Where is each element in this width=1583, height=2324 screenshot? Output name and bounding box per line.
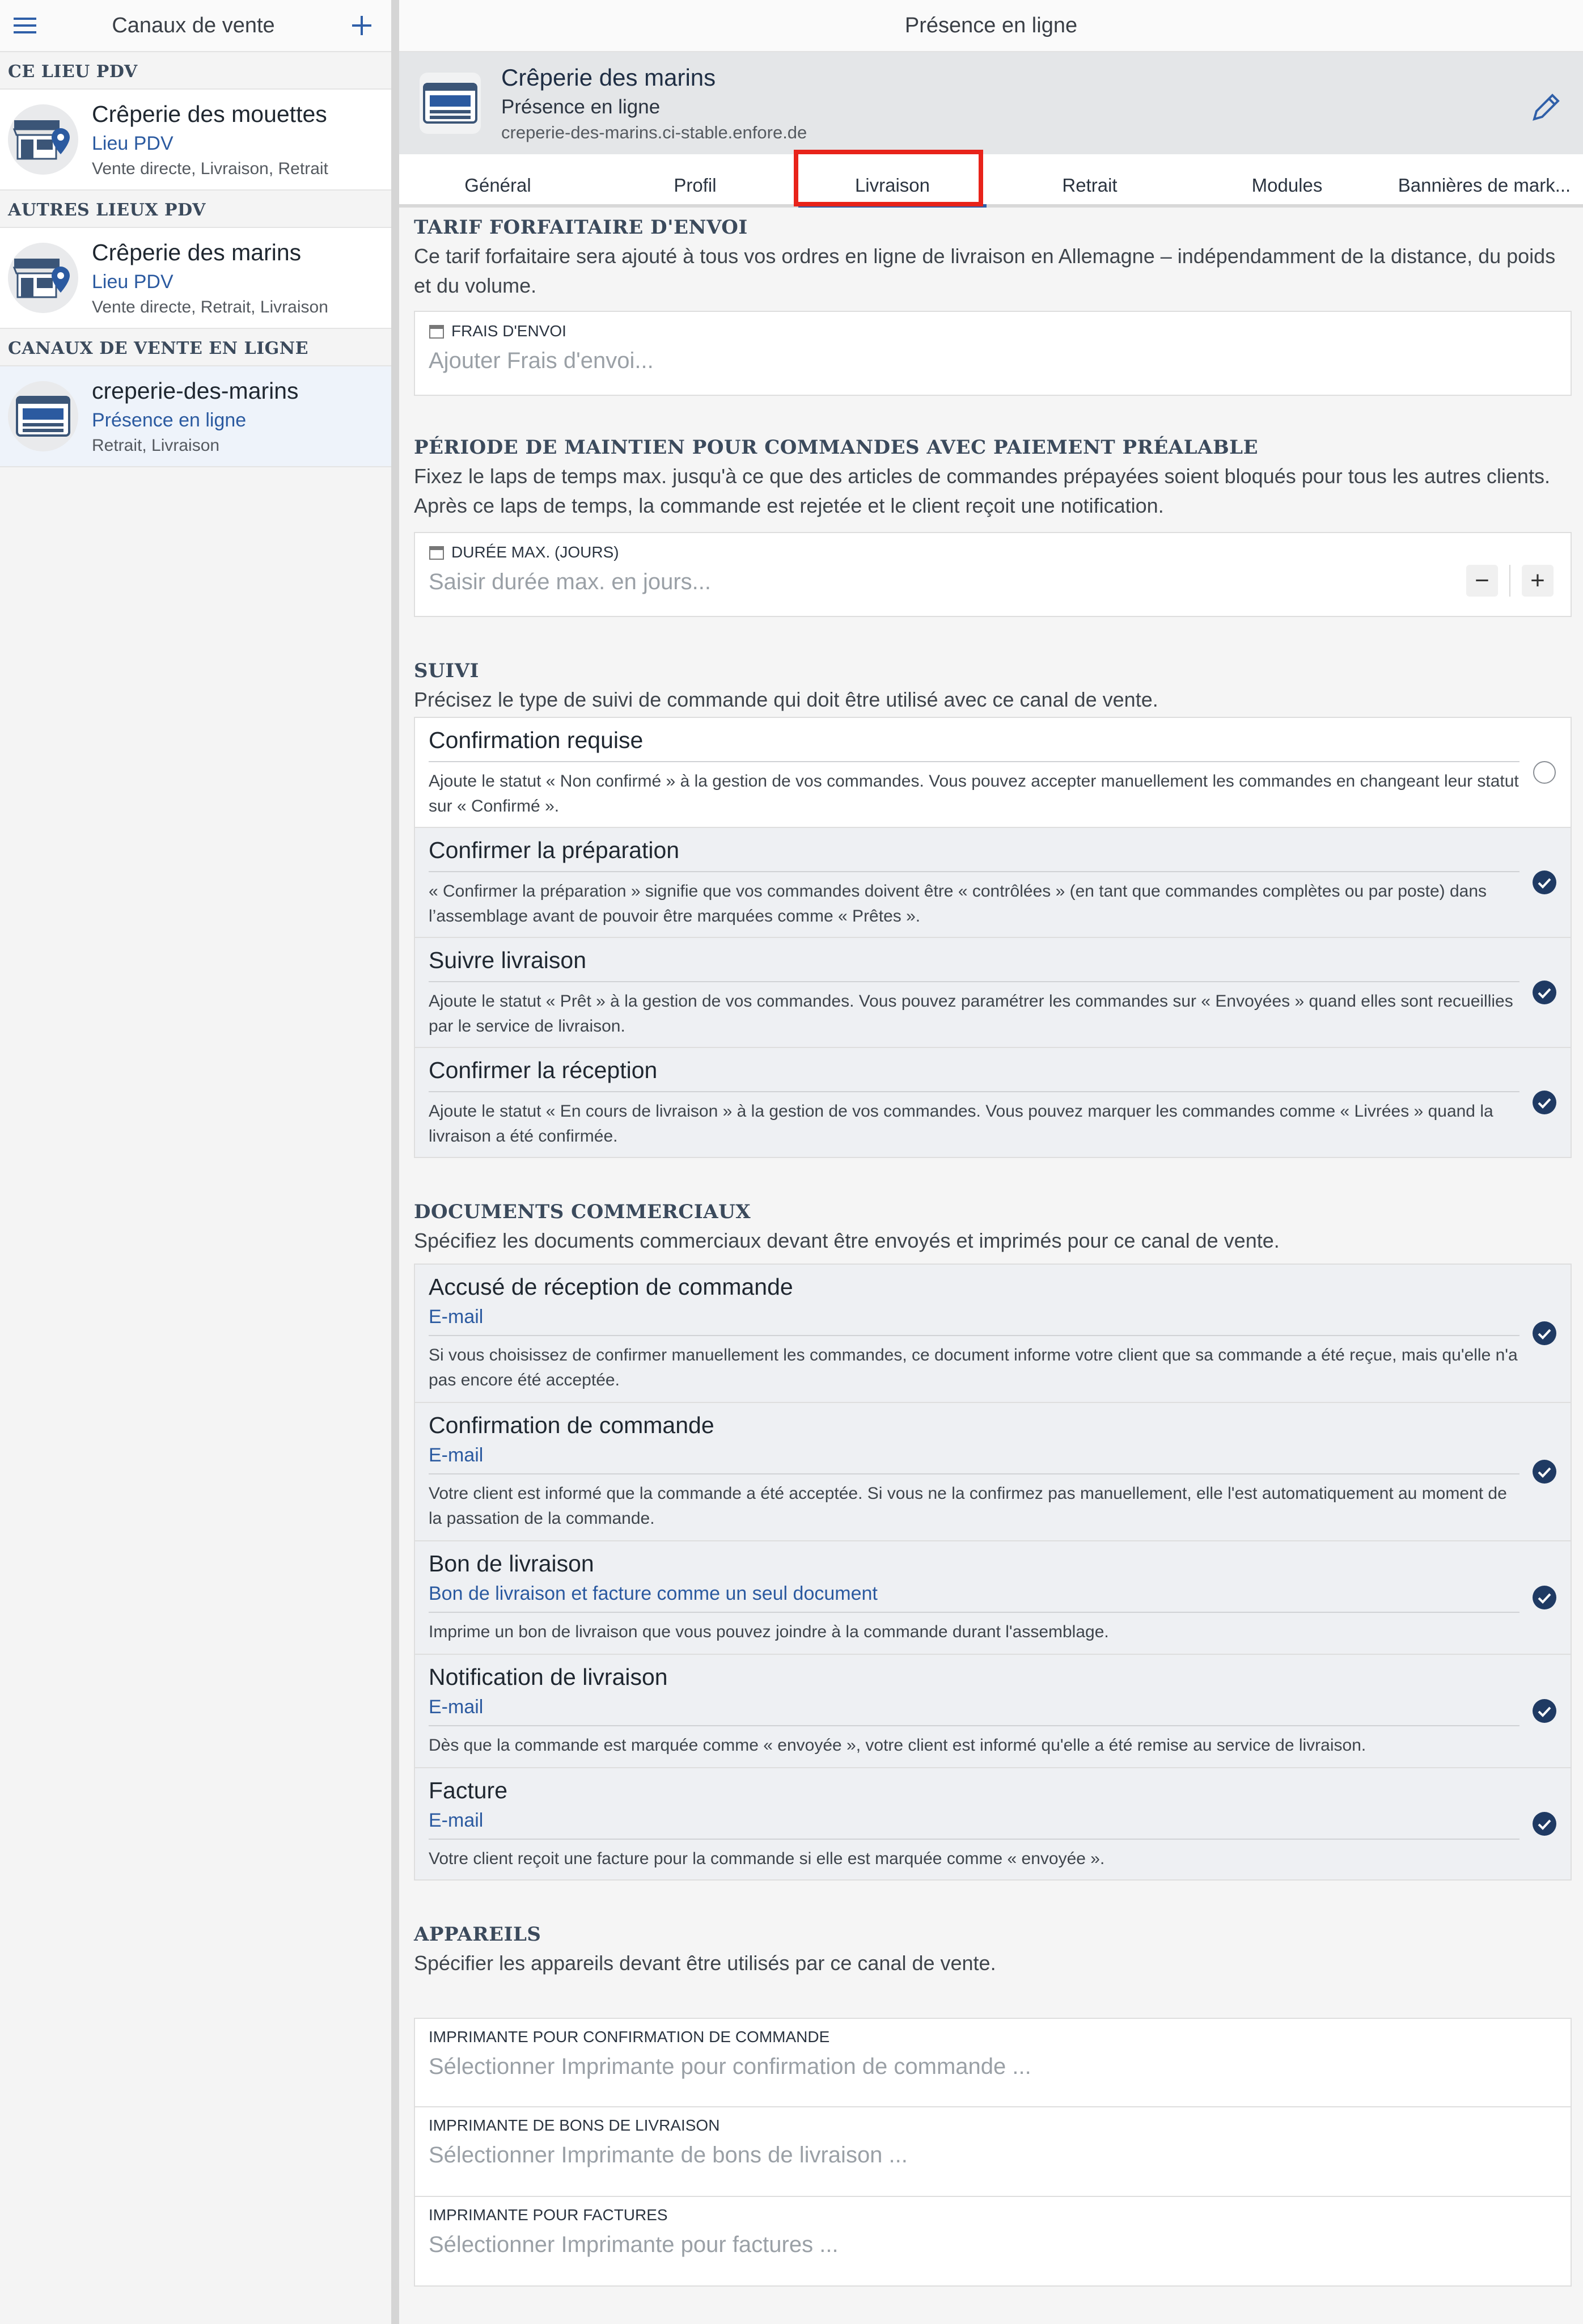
checkmark-icon[interactable]: [1532, 870, 1557, 895]
tab-marketing-banners[interactable]: Bannières de mark...: [1398, 175, 1571, 196]
option-title: Confirmer la réception: [429, 1057, 658, 1083]
add-icon[interactable]: [348, 12, 375, 39]
hold-section-title: PÉRIODE DE MAINTIEN POUR COMMANDES AVEC PAIEMENT PRÉALABLE: [414, 436, 1259, 459]
sidebar-item-creperie-des-marins[interactable]: [0, 227, 391, 329]
option-desc: Ajoute le statut « Non confirmé » à la gestion de vos commandes. Vous pouvez accepter manuellement les commandes en changeant leur statut sur « Confirmé ».: [429, 772, 1519, 815]
tab-delivery[interactable]: Livraison: [794, 154, 991, 204]
option-desc: Dès que la commande est marquée comme « envoyée », votre client est informé qu'elle a été remise au service de livraison.: [429, 1736, 1366, 1755]
decrement-button[interactable]: −: [1466, 565, 1498, 597]
option-sub: E-mail: [429, 1444, 484, 1466]
option-title: Confirmation requise: [429, 727, 644, 753]
shipping-fee-field[interactable]: [414, 311, 1572, 396]
tracking-option-confirm-reception[interactable]: [415, 1048, 1571, 1157]
option-desc: « Confirmer la préparation » signifie que vos commandes doivent être « contrôlées » (en tant que commandes complètes ou par poste) dans l’assemblage avant de pouvoir être marquées comme « Prêtes ».: [429, 882, 1487, 926]
sidebar-item-type: Lieu PDV: [92, 133, 173, 154]
option-sub: Bon de livraison et facture comme un seul document: [429, 1583, 878, 1604]
sidebar-item-name: creperie-des-marins: [92, 378, 299, 404]
field-label: DURÉE MAX. (JOURS): [451, 543, 619, 561]
sidebar-item-channels: Vente directe, Livraison, Retrait: [92, 159, 328, 178]
radio-unchecked-icon[interactable]: [1532, 760, 1557, 785]
calendar-icon: [429, 544, 445, 560]
option-title: Accusé de réception de commande: [429, 1274, 793, 1300]
section-other-pos: AUTRES LIEUX PDV: [0, 191, 391, 227]
option-title: Confirmation de commande: [429, 1412, 714, 1438]
channel-header: [399, 52, 1583, 154]
checkmark-icon[interactable]: [1532, 1321, 1557, 1346]
sidebar-header: [0, 0, 391, 52]
invoice-printer-select[interactable]: Sélectionner Imprimante pour factures ...: [429, 2232, 839, 2257]
tracking-option-confirmation-required[interactable]: [415, 718, 1571, 828]
sidebar-item-name: Crêperie des mouettes: [92, 101, 327, 127]
tracking-option-track-delivery[interactable]: [415, 938, 1571, 1048]
field-label: IMPRIMANTE POUR FACTURES: [429, 2206, 668, 2224]
max-duration-field[interactable]: [414, 532, 1572, 617]
channel-type: Présence en ligne: [501, 96, 661, 118]
edit-pencil-icon[interactable]: [1529, 91, 1563, 125]
field-label: IMPRIMANTE DE BONS DE LIVRAISON: [429, 2116, 720, 2134]
shipping-fee-input[interactable]: Ajouter Frais d'envoi...: [429, 348, 654, 373]
option-sub: E-mail: [429, 1810, 484, 1831]
web-page-icon: [420, 73, 481, 134]
option-desc: Ajoute le statut « En cours de livraison » à la gestion de vos commandes. Vous pouvez marquer les commandes comme « Livrées » quand la livraison a été confirmée.: [429, 1102, 1493, 1146]
order-confirmation-printer-select[interactable]: Sélectionner Imprimante pour confirmation de commande ...: [429, 2054, 1031, 2079]
sidebar-title: Canaux de vente: [112, 13, 275, 37]
duration-stepper: [1466, 565, 1554, 597]
page-title: Présence en ligne: [399, 0, 1583, 52]
sidebar: [0, 0, 391, 2324]
section-this-pos: CE LIEU PDV: [0, 52, 391, 88]
option-desc: Imprime un bon de livraison que vous pouvez joindre à la commande durant l'assemblage.: [429, 1622, 1109, 1641]
order-confirmation-printer-field[interactable]: [414, 2018, 1572, 2107]
documents-section-title: DOCUMENTS COMMERCIAUX: [414, 1201, 751, 1223]
option-title: Notification de livraison: [429, 1664, 668, 1690]
shipping-section-title: TARIF FORFAITAIRE D'ENVOI: [414, 216, 748, 239]
calendar-icon: [429, 323, 445, 339]
document-options: [414, 1264, 1572, 1881]
increment-button[interactable]: +: [1522, 565, 1554, 597]
option-desc: Votre client reçoit une facture pour la commande si elle est marquée comme « envoyée ».: [429, 1849, 1105, 1868]
document-delivery-notification[interactable]: [415, 1655, 1571, 1768]
field-label: IMPRIMANTE POUR CONFIRMATION DE COMMANDE: [429, 2028, 830, 2046]
document-order-confirmation[interactable]: [415, 1403, 1571, 1541]
documents-section-desc: Spécifiez les documents commerciaux devant être envoyés et imprimés pour ce canal de vente.: [414, 1229, 1280, 1252]
hold-section-desc: Fixez le laps de temps max. jusqu'à ce que des articles de commandes prépayées soient bloqués pour tous les autres clients. Après ce laps de temps, la commande est rejetée et le client reçoit une notification.: [414, 464, 1550, 517]
option-title: Suivre livraison: [429, 947, 586, 973]
tracking-option-confirm-preparation[interactable]: [415, 828, 1571, 938]
option-title: Facture: [429, 1777, 507, 1803]
store-location-icon: [8, 104, 78, 175]
max-duration-input[interactable]: Saisir durée max. en jours...: [429, 569, 711, 594]
delivery-settings: [399, 213, 1583, 2287]
document-order-acknowledgement[interactable]: [415, 1265, 1571, 1403]
sidebar-item-type: Lieu PDV: [92, 271, 173, 293]
option-desc: Votre client est informé que la commande a été acceptée. Si vous ne la confirmez pas manuellement, elle l'est automatiquement au moment de la passation de la commande.: [429, 1484, 1507, 1528]
sidebar-item-creperie-des-mouettes[interactable]: [0, 88, 391, 191]
tab-bar: [399, 154, 1583, 208]
store-location-icon: [8, 243, 78, 313]
option-title: Confirmer la préparation: [429, 837, 680, 863]
checkmark-icon[interactable]: [1532, 1811, 1557, 1836]
invoice-printer-field[interactable]: [414, 2197, 1572, 2287]
web-page-icon: [8, 381, 78, 451]
devices-section-title: APPAREILS: [414, 1923, 541, 1946]
checkmark-icon[interactable]: [1532, 1698, 1557, 1723]
delivery-note-printer-select[interactable]: Sélectionner Imprimante de bons de livraison ...: [429, 2143, 908, 2167]
main-panel: [399, 0, 1583, 2324]
section-online-channels: CANAUX DE VENTE EN LIGNE: [0, 329, 391, 365]
option-title: Bon de livraison: [429, 1550, 594, 1577]
document-delivery-note[interactable]: [415, 1541, 1571, 1655]
split-divider[interactable]: [391, 0, 399, 2324]
channel-url: creperie-des-marins.ci-stable.enfore.de: [501, 122, 807, 142]
sidebar-item-creperie-des-marins-online[interactable]: [0, 365, 391, 467]
menu-icon[interactable]: [11, 12, 39, 39]
tab-profile[interactable]: Profil: [674, 175, 717, 196]
sidebar-item-channels: Vente directe, Retrait, Livraison: [92, 298, 328, 316]
document-invoice[interactable]: [415, 1768, 1571, 1879]
tab-modules[interactable]: Modules: [1251, 175, 1323, 196]
sidebar-item-type: Présence en ligne: [92, 409, 247, 431]
sidebar-item-name: Crêperie des marins: [92, 239, 302, 265]
checkmark-icon[interactable]: [1532, 1090, 1557, 1115]
tracking-options: [414, 717, 1572, 1158]
option-desc: Ajoute le statut « Prêt » à la gestion de vos commandes. Vous pouvez paramétrer les commandes sur « Envoyées » quand elles sont recueillies par le service de livraison.: [429, 992, 1513, 1036]
shipping-section-desc: Ce tarif forfaitaire sera ajouté à tous vos ordres en ligne de livraison en Allemagne – indépendamment de la distance, du poids et du volume.: [414, 244, 1556, 297]
delivery-note-printer-field[interactable]: [414, 2107, 1572, 2197]
channel-name: Crêperie des marins: [501, 64, 716, 91]
tracking-section-desc: Précisez le type de suivi de commande qui doit être utilisé avec ce canal de vente.: [414, 688, 1158, 711]
checkmark-icon[interactable]: [1532, 1585, 1557, 1610]
tab-general[interactable]: Général: [464, 175, 531, 196]
tab-pickup[interactable]: Retrait: [1062, 175, 1118, 196]
option-sub: E-mail: [429, 1696, 484, 1718]
field-label: FRAIS D'ENVOI: [451, 322, 566, 340]
devices-section-desc: Spécifier les appareils devant être utilisés par ce canal de vente.: [414, 1951, 996, 1975]
checkmark-icon[interactable]: [1532, 1459, 1557, 1484]
device-fields: [414, 2018, 1572, 2287]
option-desc: Si vous choisissez de confirmer manuellement les commandes, ce document informe votre client que sa commande a été reçue, mais qu'elle n'a pas encore été acceptée.: [429, 1346, 1518, 1389]
checkmark-icon[interactable]: [1532, 980, 1557, 1005]
option-sub: E-mail: [429, 1306, 484, 1328]
sidebar-item-channels: Retrait, Livraison: [92, 436, 220, 455]
tracking-section-title: SUIVI: [414, 660, 479, 682]
